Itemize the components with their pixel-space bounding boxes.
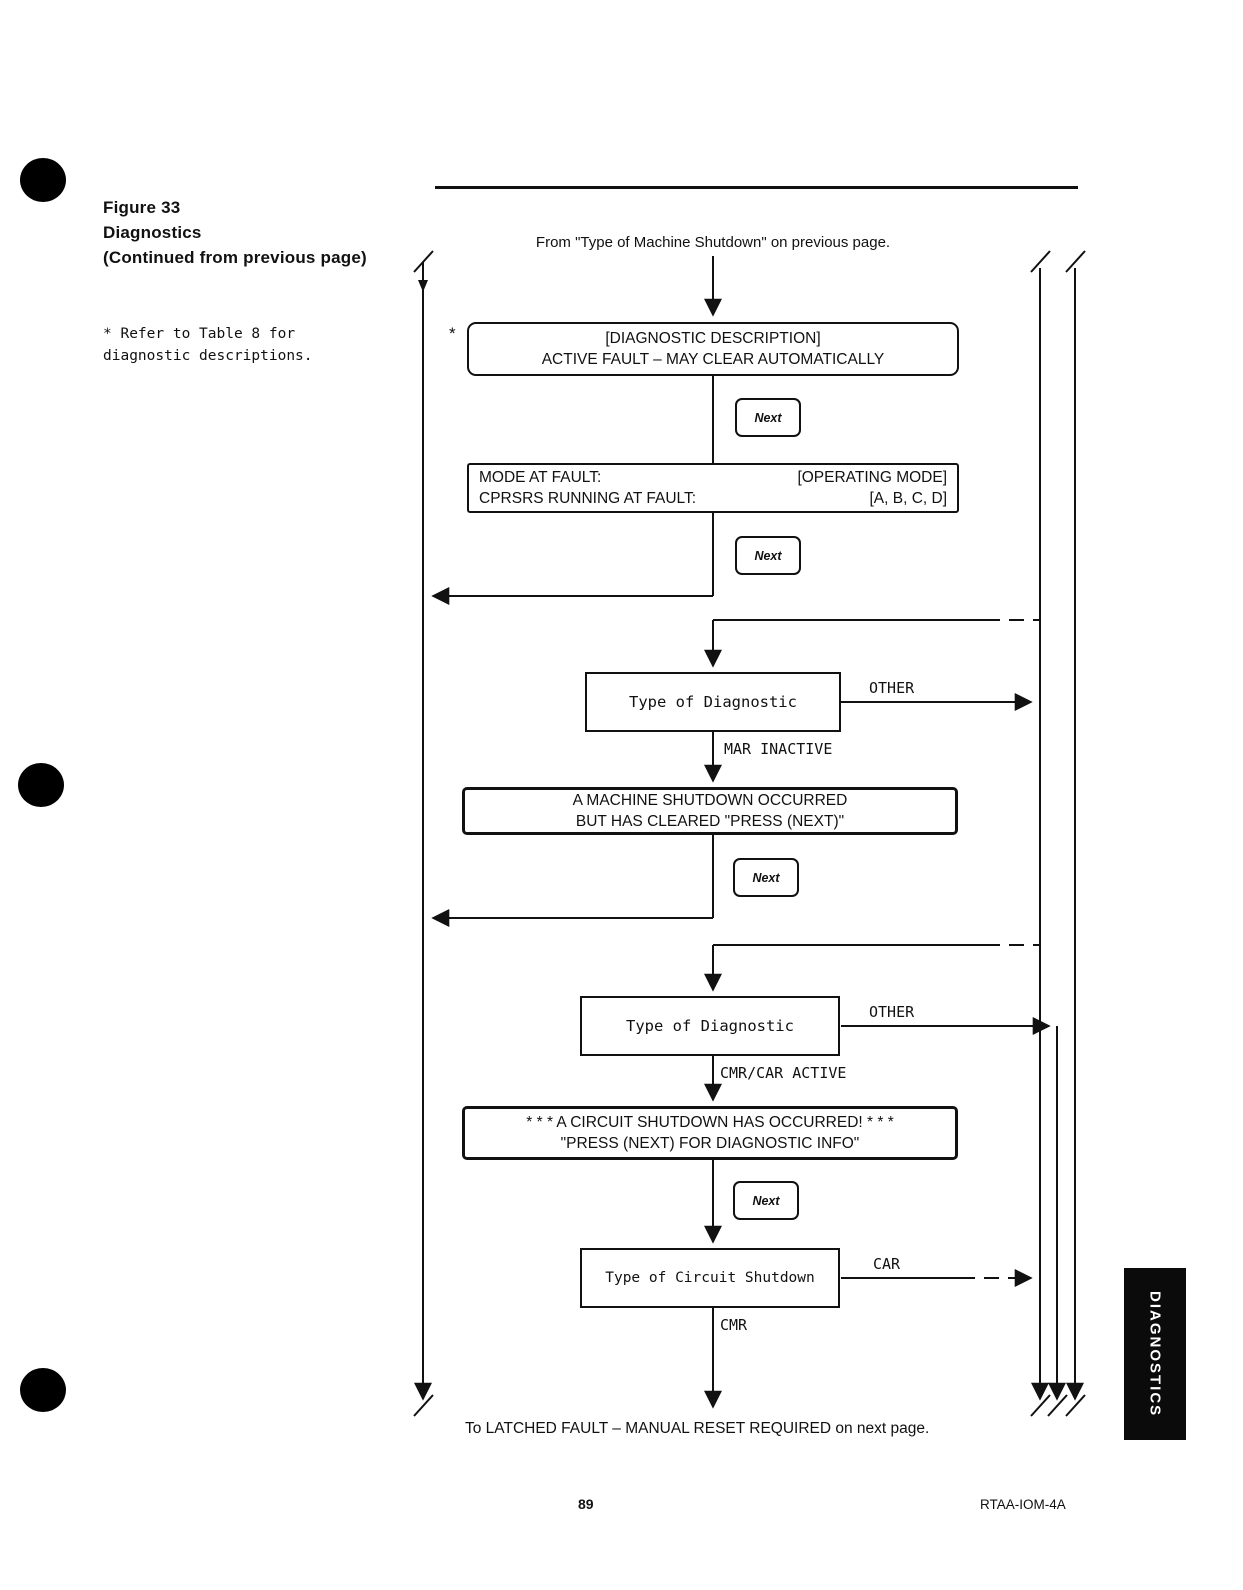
document-code: RTAA-IOM-4A: [980, 1497, 1066, 1512]
to-next-page-label: To LATCHED FAULT – MANUAL RESET REQUIRED on next page.: [465, 1420, 930, 1437]
left-line-bottom-hash: [414, 1395, 433, 1416]
type-of-diagnostic-text-2: Type of Diagnostic: [626, 1016, 794, 1035]
type-of-circuit-shutdown-text: Type of Circuit Shutdown: [605, 1269, 815, 1286]
next-button-3: Next: [733, 858, 799, 897]
car-label: CAR: [873, 1255, 901, 1273]
footnote-line-1: * Refer to Table 8 for: [103, 326, 296, 342]
diagnostic-description-line-2: ACTIVE FAULT – MAY CLEAR AUTOMATICALLY: [541, 351, 885, 368]
diagnostic-description-line-1: [DIAGNOSTIC DESCRIPTION]: [605, 330, 821, 347]
page-number: 89: [578, 1496, 594, 1512]
type-of-circuit-shutdown-box: [580, 1248, 840, 1308]
machine-shutdown-line-1: A MACHINE SHUTDOWN OCCURRED: [572, 792, 848, 809]
footnote-asterisk: *: [449, 324, 456, 343]
left-line-top-arrowhead: [418, 280, 428, 292]
mode-at-fault-box: [467, 463, 959, 513]
figure-subtitle: (Continued from previous page): [103, 248, 367, 267]
right-line-b-bottom-hash: [1066, 1395, 1085, 1416]
next-button-2: Next: [735, 536, 801, 575]
other-label-2: OTHER: [869, 1003, 915, 1021]
circuit-shutdown-line-2: "PRESS (NEXT) FOR DIAGNOSTIC INFO": [560, 1135, 860, 1152]
mode-at-fault-label: MODE AT FAULT:: [479, 469, 602, 486]
figure-number: Figure 33: [103, 198, 181, 217]
other-label-1: OTHER: [869, 679, 915, 697]
right-line-a-top-hash: [1031, 251, 1050, 272]
top-rule: [435, 186, 1078, 189]
binder-hole-bottom: [20, 1368, 66, 1412]
diagnostics-side-tab: [1124, 1268, 1186, 1440]
circuit-shutdown-line-1: * * * A CIRCUIT SHUTDOWN HAS OCCURRED! * * *: [526, 1114, 894, 1131]
right-line-c-bottom-hash: [1048, 1395, 1067, 1416]
cprsrs-running-value: [A, B, C, D]: [869, 490, 947, 507]
figure-title: Diagnostics: [103, 223, 202, 242]
cmr-label: CMR: [720, 1316, 748, 1334]
cprsrs-running-label: CPRSRS RUNNING AT FAULT:: [479, 490, 697, 507]
figure-caption: [103, 195, 367, 270]
right-line-a-bottom-hash: [1031, 1395, 1050, 1416]
cmr-car-active-label: CMR/CAR ACTIVE: [720, 1064, 847, 1082]
circuit-shutdown-box: [462, 1106, 958, 1160]
left-line-top-hash: [414, 251, 433, 272]
mode-at-fault-row-1: [479, 467, 947, 488]
diagnostic-description-box: [467, 322, 959, 376]
machine-shutdown-line-2: BUT HAS CLEARED "PRESS (NEXT)": [575, 813, 845, 830]
next-button-4: Next: [733, 1181, 799, 1220]
from-previous-page-label: From "Type of Machine Shutdown" on previous page.: [535, 234, 891, 251]
operating-mode-value: [OPERATING MODE]: [797, 469, 947, 486]
mar-inactive-label: MAR INACTIVE: [724, 740, 833, 758]
footnote-line-2: diagnostic descriptions.: [103, 348, 313, 364]
figure-footnote: [103, 323, 313, 367]
type-of-diagnostic-text-1: Type of Diagnostic: [629, 692, 797, 711]
diagnostics-side-tab-label: DIAGNOSTICS: [1146, 1290, 1164, 1418]
binder-hole-middle: [18, 763, 64, 807]
right-line-b-top-hash: [1066, 251, 1085, 272]
binder-hole-top: [20, 158, 66, 202]
mode-at-fault-row-2: [479, 488, 947, 509]
machine-shutdown-box: [462, 787, 958, 835]
type-of-diagnostic-box-2: [580, 996, 840, 1056]
type-of-diagnostic-box-1: [585, 672, 841, 732]
next-button-1: Next: [735, 398, 801, 437]
